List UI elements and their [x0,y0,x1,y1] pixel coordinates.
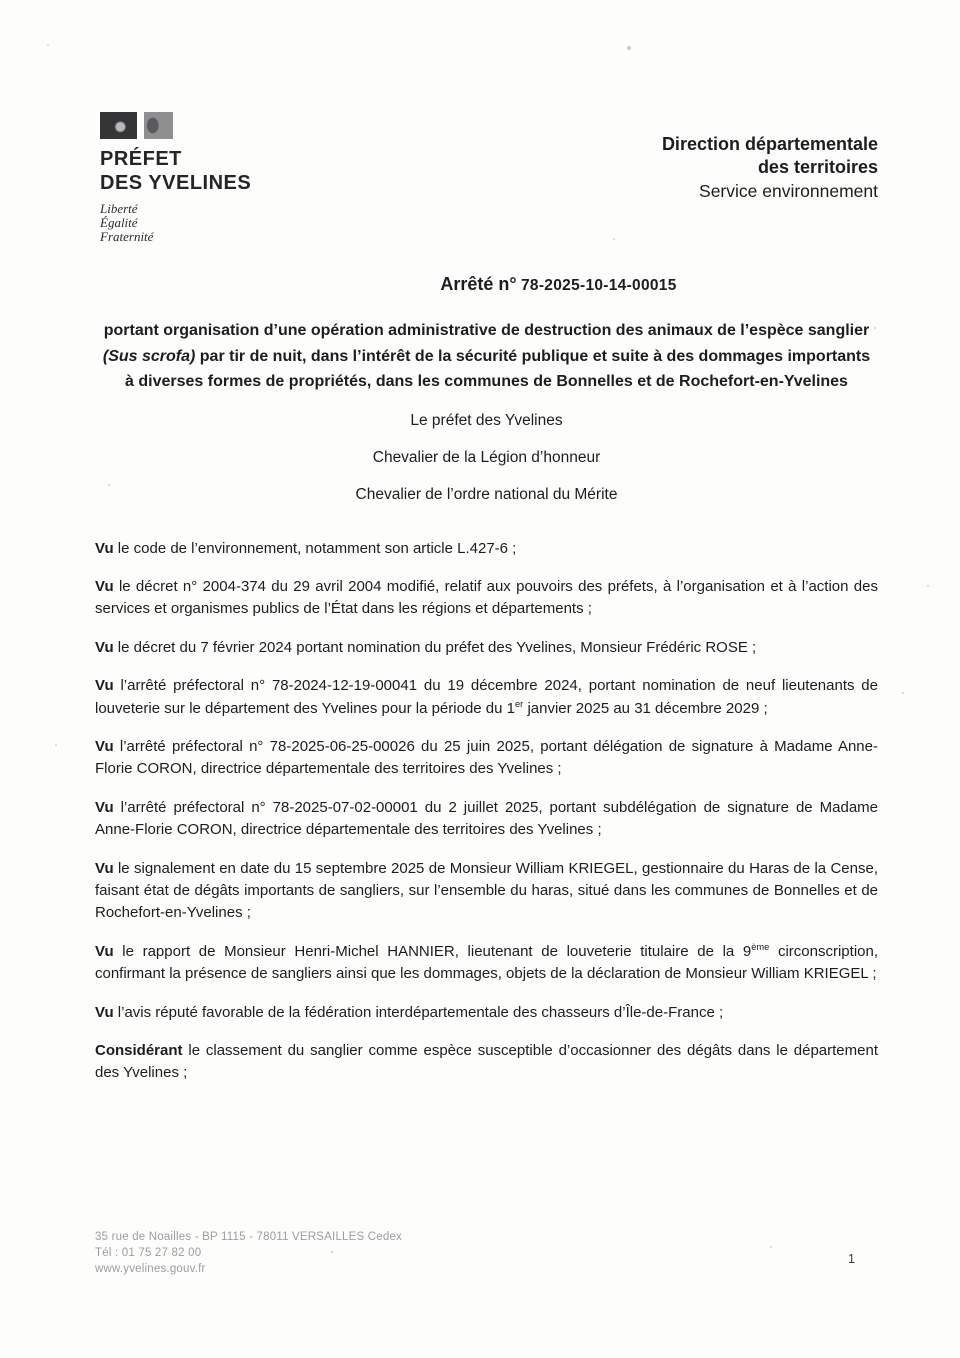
decree-body [95,274,878,1101]
footer-address: 35 rue de Noailles - BP 1115 - 78011 VERSAILLES Cedex [95,1231,403,1243]
authority-lines [95,410,878,506]
recital-paragraph: Vu l’arrêté préfectoral n° 78-2025-07-02-00001 du 2 juillet 2025, portant subdélégation de signature de Madame Anne-Florie CORON, directrice départementale des territoires des Yvelines ; [95,798,878,839]
authority-ordre-merite: Chevalier de l’ordre national du Mérite [355,485,618,503]
prefecture-logo [100,112,251,244]
decree-title-text: portant organisation d’une opération administrative de destruction des animaux de l’espèce sanglier [103,322,870,339]
motto-liberte: Liberté [100,201,138,216]
issuing-service-block [662,133,878,203]
scan-speckles [0,0,2,2]
recital-paragraph: Vu l’arrêté préfectoral n° 78-2024-12-19-00041 du 19 décembre 2024, portant nomination de neuf lieutenants de louveterie sur le département des Yvelines pour la période du 1er janvier 2025 au 31 décembre 2029 ; [95,677,878,717]
recital-paragraph: Vu l’arrêté préfectoral n° 78-2025-06-25-00026 du 25 juin 2025, portant délégation de signature à Madame Anne-Florie CORON, directrice départementale des territoires des Yvelines ; [95,737,878,778]
recital-lead: Considérant [95,1042,183,1059]
recital-lead: Vu [95,677,114,695]
authority-prefect: Le préfet des Yvelines [410,411,563,429]
marianne-emblem-icon [100,112,251,139]
recital-lead: Vu [95,1003,114,1021]
footer-contact-block [95,1229,402,1277]
recital-paragraph: Vu le signalement en date du 15 septembre 2025 de Monsieur William KRIEGEL, gestionnaire du Haras de la Cense, faisant état de dégâts importants de sangliers, sur l’ensemble du haras, situé dans les communes de Bonnelles et de Rochefort-en-Yvelines ; [95,859,878,922]
logo-prefet-line: PRÉFET [100,148,182,170]
recital-lead: Vu [95,539,114,557]
recital-paragraph: Vu le rapport de Monsieur Henri-Michel HANNIER, lieutenant de louveterie titulaire de la 9ème circonscription, confirmant la présence de sangliers ainsi que les dommages, objets de la déclaration de Monsieur William KRIEGEL ; [95,941,879,983]
service-direction-line2: des territoires [757,157,878,177]
recital-lead: Vu [95,942,114,960]
recital-lead: Vu [95,798,114,816]
ordinal-superscript: er [515,698,524,709]
decree-title [99,318,874,395]
recital-lead: Vu [95,737,114,755]
decree-label: Arrêté n° [440,274,517,294]
service-direction-line1: Direction départementale [661,134,878,154]
footer-website: www.yvelines.gouv.fr [95,1263,206,1275]
marianne-gray-block-icon [144,112,173,139]
service-unit-line: Service environnement [699,181,878,201]
recital-paragraph: Vu l’avis réputé favorable de la fédération interdépartementale des chasseurs d’Île-de-France ; [95,1003,724,1021]
recital-paragraph: Vu le décret n° 2004-374 du 29 avril 2004 modifié, relatif aux pouvoirs des préfets, à l’organisation et à l’action des services et organismes publics de l’État dans les régions et départements ; [95,577,878,618]
motto-egalite: Égalité [100,215,138,230]
recital-paragraph: Considérant le classement du sanglier comme espèce susceptible d’occasionner des dégâts dans le département des Yvelines ; [95,1042,878,1082]
decree-number: 78-2025-10-14-00015 [521,277,677,294]
motto-fraternite: Fraternité [100,229,154,244]
decree-title-text-end: par tir de nuit, dans l’intérêt de la sécurité publique et suite à des dommages importants à diverses formes de propriétés, dans les communes de Bonnelles et de Rochefort-en-Yvelines [125,347,871,390]
logo-department-line: DES YVELINES [100,172,252,194]
republic-motto [100,202,251,244]
page-number: 1 [848,1252,855,1266]
marianne-dark-block-icon [100,112,137,139]
ordinal-superscript: ème [751,941,770,952]
authority-legion-honneur: Chevalier de la Légion d’honneur [372,448,601,466]
decree-number-line [167,274,950,295]
recital-paragraph: Vu le code de l’environnement, notamment son article L.427-6 ; [95,539,517,557]
recital-lead: Vu [95,859,114,877]
footer-phone: Tél : 01 75 27 82 00 [95,1247,202,1259]
recital-lead: Vu [95,638,114,656]
recital-lead: Vu [95,577,114,595]
recital-paragraph: Vu le décret du 7 février 2024 portant nomination du préfet des Yvelines, Monsieur Frédéric ROSE ; [95,638,757,656]
decree-title-species-latin: (Sus scrofa) [102,347,196,365]
recitals-section [95,538,878,1085]
